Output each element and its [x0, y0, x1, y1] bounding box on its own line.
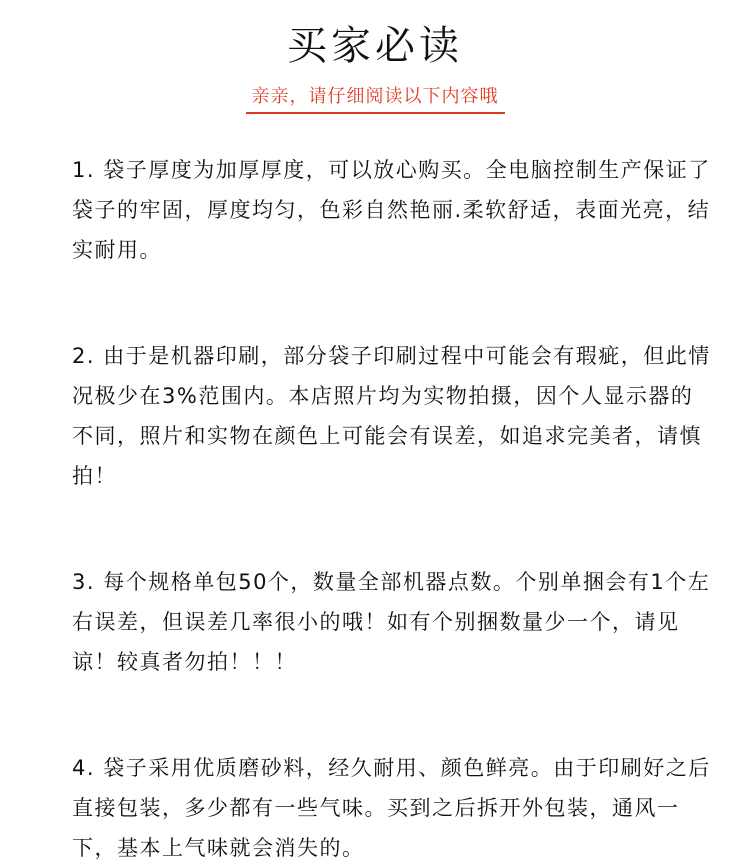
note-item-1: 1. 袋子厚度为加厚厚度，可以放心购买。全电脑控制生产保证了袋子的牢固，厚度均匀，色彩自然艳丽.柔软舒适，表面光亮，结实耐用。 — [72, 158, 711, 262]
note-item-3: 3. 每个规格单包50个，数量全部机器点数。个别单捆会有1个左右误差，但误差几率很小的哦！如有个别捆数量少一个，请见谅！较真者勿拍！！！ — [72, 570, 711, 674]
subtitle-container — [0, 84, 750, 114]
note-item-4: 4. 袋子采用优质磨砂料，经久耐用、颜色鲜亮。由于印刷好之后直接包装，多少都有一些气味。买到之后拆开外包装，通风一下，基本上气味就会消失的。 — [72, 756, 711, 860]
notes-list — [72, 150, 712, 868]
page-subtitle: 亲亲，请仔细阅读以下内容哦 — [246, 84, 505, 114]
page-title: 买家必读 — [287, 23, 463, 69]
note-item-2: 2. 由于是机器印刷，部分袋子印刷过程中可能会有瑕疵，但此情况极少在3%范围内。本店照片均为实物拍摄，因个人显示器的不同，照片和实物在颜色上可能会有误差，如追求完美者，请慎拍！ — [72, 344, 711, 488]
